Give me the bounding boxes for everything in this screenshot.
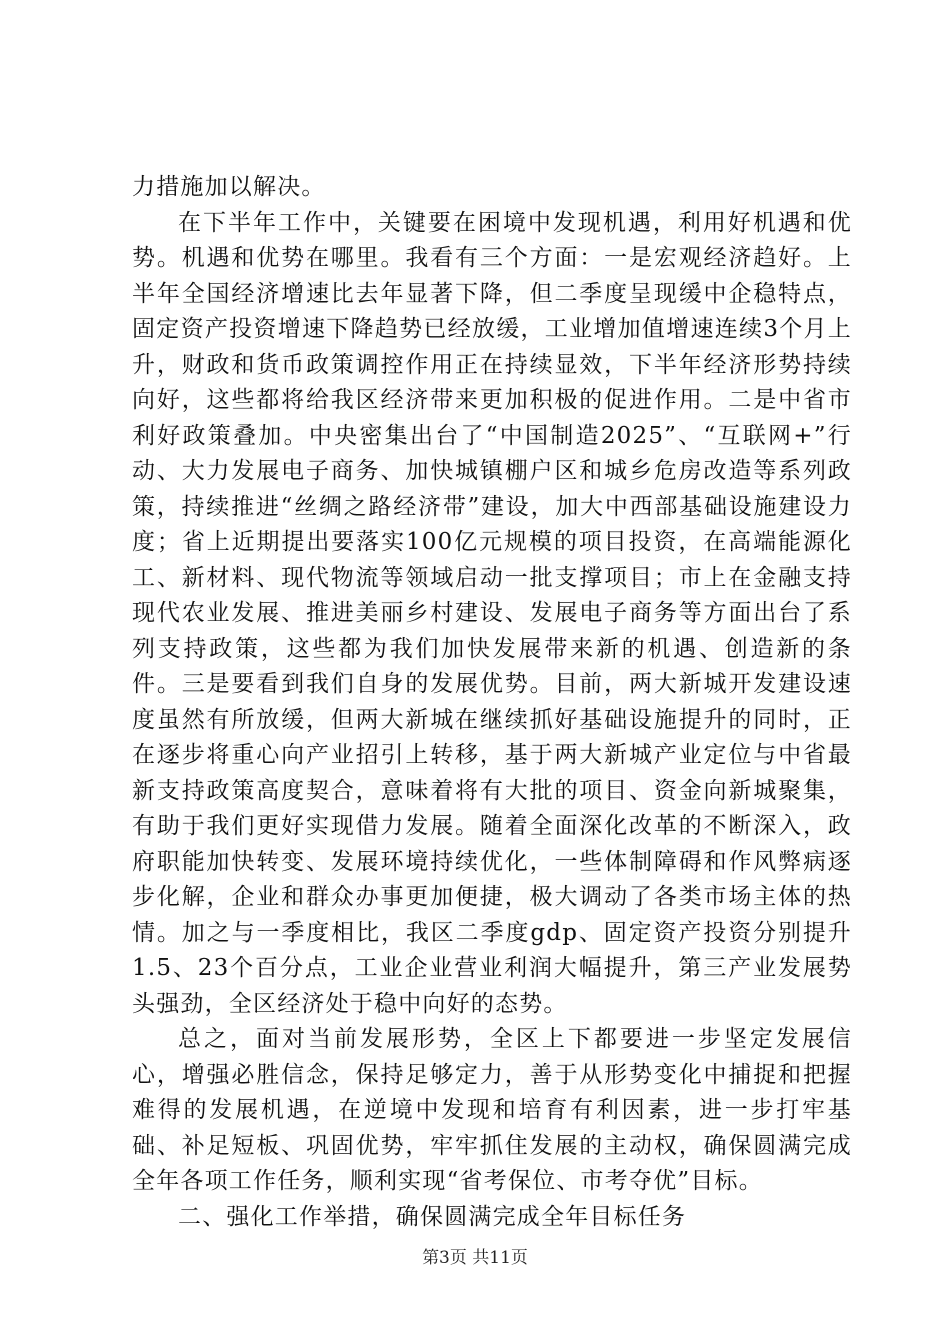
document-body — [132, 170, 852, 1235]
section-heading-2: 二、强化工作举措，确保圆满完成全年目标任务 — [178, 1203, 687, 1230]
page-footer: 第3页 共11页 — [422, 1248, 528, 1268]
paragraph-summary: 总之，面对当前发展形势，全区上下都要进一步坚定发展信心，增强必胜信念，保持足够定力，善于从形势变化中捕捉和把握难得的发展机遇，在逆境中发现和培育有利因素，进一步打牢基础、补足短板、巩固优势，牢牢抓住发展的主动权，确保圆满完成全年各项工作任务，顺利实现“省考保位、市考夺优”目标。 — [132, 1026, 852, 1194]
paragraph-opportunities: 在下半年工作中，关键要在困境中发现机遇，利用好机遇和优势。机遇和优势在哪里。我看有三个方面：一是宏观经济趋好。上半年全国经济增速比去年显著下降，但二季度呈现缓中企稳特点，固定资产投资增速下降趋势已经放缓，工业增加值增速连续3个月上升，财政和货币政策调控作用正在持续显效，下半年经济形势持续向好，这些都将给我区经济带来更加积极的促进作用。二是中省市利好政策叠加。中央密集出台了“中国制造2025”、“互联网+”行动、大力发展电子商务、加快城镇棚户区和城乡危房改造等系列政策，持续推进“丝绸之路经济带”建设，加大中西部基础设施建设力度；省上近期提出要落实100亿元规模的项目投资，在高端能源化工、新材料、现代物流等领域启动一批支撑项目；市上在金融支持现代农业发展、推进美丽乡村建设、发展电子商务等方面出台了系列支持政策，这些都为我们加快发展带来新的机遇、创造新的条件。三是要看到我们自身的发展优势。目前，两大新城开发建设速度虽然有所放缓，但两大新城在继续抓好基础设施提升的同时，正在逐步将重心向产业招引上转移，基于两大新城产业定位与中省最新支持政策高度契合，意味着将有大批的项目、资金向新城聚集，有助于我们更好实现借力发展。随着全面深化改革的不断深入，政府职能加快转变、发展环境持续优化，一些体制障碍和作风弊病逐步化解，企业和群众办事更加便捷，极大调动了各类市场主体的热情。加之与一季度相比，我区二季度gdp、固定资产投资分别提升1.5、23个百分点，工业企业营业利润大幅提升，第三产业发展势头强劲，全区经济处于稳中向好的态势。 — [132, 209, 852, 1017]
paragraph-continuation: 力措施加以解决。 — [132, 174, 326, 200]
